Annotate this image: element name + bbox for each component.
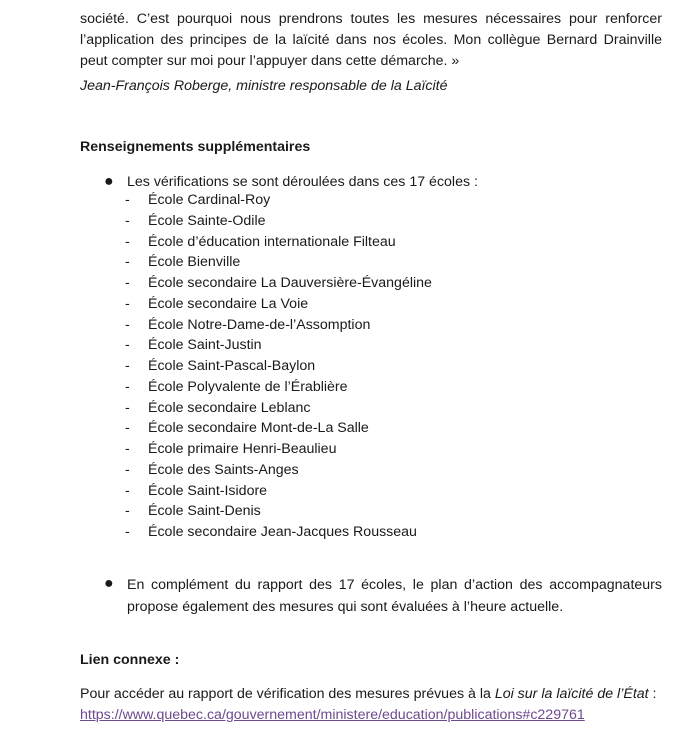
dash-icon: - [125, 441, 130, 457]
bullet-icon: ● [104, 173, 114, 190]
school-name: École Notre-Dame-de-l’Assomption [148, 316, 371, 333]
related-link-paragraph [80, 684, 662, 726]
dash-icon: - [125, 420, 130, 437]
related-link-intro-end: : [648, 686, 657, 702]
dash-icon: - [125, 316, 130, 333]
dash-icon: - [125, 524, 130, 540]
school-name: École Saint-Isidore [148, 482, 268, 499]
signature: Jean-François Roberge, ministre responsable de la Laïcité [80, 78, 448, 94]
additional-info-title: Renseignements supplémentaires [80, 139, 311, 155]
school-name: École secondaire La Voie [148, 295, 309, 312]
dash-icon: - [125, 295, 130, 312]
dash-icon: - [125, 254, 130, 271]
school-name: École des Saints-Anges [148, 461, 299, 478]
dash-icon: - [125, 378, 130, 395]
school-name: École Saint-Pascal-Baylon [148, 358, 316, 374]
bullet-text: Les vérifications se sont déroulées dans ces 17 écoles : [127, 174, 478, 190]
dash-icon: - [125, 358, 130, 374]
related-link-title: Lien connexe : [80, 652, 180, 668]
dash-icon: - [125, 212, 130, 229]
school-name: École d’éducation internationale Filteau [148, 233, 396, 250]
school-name: École secondaire Jean-Jacques Rousseau [148, 524, 417, 540]
related-link-intro: Pour accéder au rapport de vérification des mesures prévues à la [80, 686, 495, 702]
dash-icon: - [125, 192, 130, 208]
school-name: École secondaire Leblanc [148, 399, 311, 416]
dash-icon: - [125, 275, 130, 291]
school-name: École Saint-Denis [148, 503, 261, 520]
bullet-text: En complément du rapport des 17 écoles, le plan d’action des accompagnateurs propose également des mesures qui sont évaluées à l’heure actuelle. [127, 577, 662, 615]
school-name: École Saint-Justin [148, 337, 262, 354]
school-name: École Polyvalente de l’Érablière [148, 378, 348, 395]
dash-icon: - [125, 233, 130, 250]
school-name: École primaire Henri-Beaulieu [148, 441, 337, 457]
dash-icon: - [125, 461, 130, 478]
dash-icon: - [125, 482, 130, 499]
quote-paragraph: société. C’est pourquoi nous prendrons toutes les mesures nécessaires pour renforcer l’application des principes de la laïcité dans nos écoles. Mon collègue Bernard Drainville peut compter sur moi pour l’appuyer dans cette démarche. » [80, 11, 662, 69]
publication-link[interactable]: https://www.quebec.ca/gouvernement/ministere/education/publications#c229761 [80, 707, 585, 723]
school-name: École Bienville [148, 254, 241, 271]
school-name: École secondaire La Dauversière-Évangéline [148, 275, 432, 291]
school-name: École Sainte-Odile [148, 212, 266, 229]
school-name: École secondaire Mont-de-La Salle [148, 420, 369, 437]
dash-icon: - [125, 503, 130, 520]
bullet-icon: ● [104, 575, 114, 592]
school-name: École Cardinal-Roy [148, 192, 271, 208]
dash-icon: - [125, 399, 130, 416]
dash-icon: - [125, 337, 130, 354]
law-title: Loi sur la laïcité de l’État [494, 686, 649, 702]
